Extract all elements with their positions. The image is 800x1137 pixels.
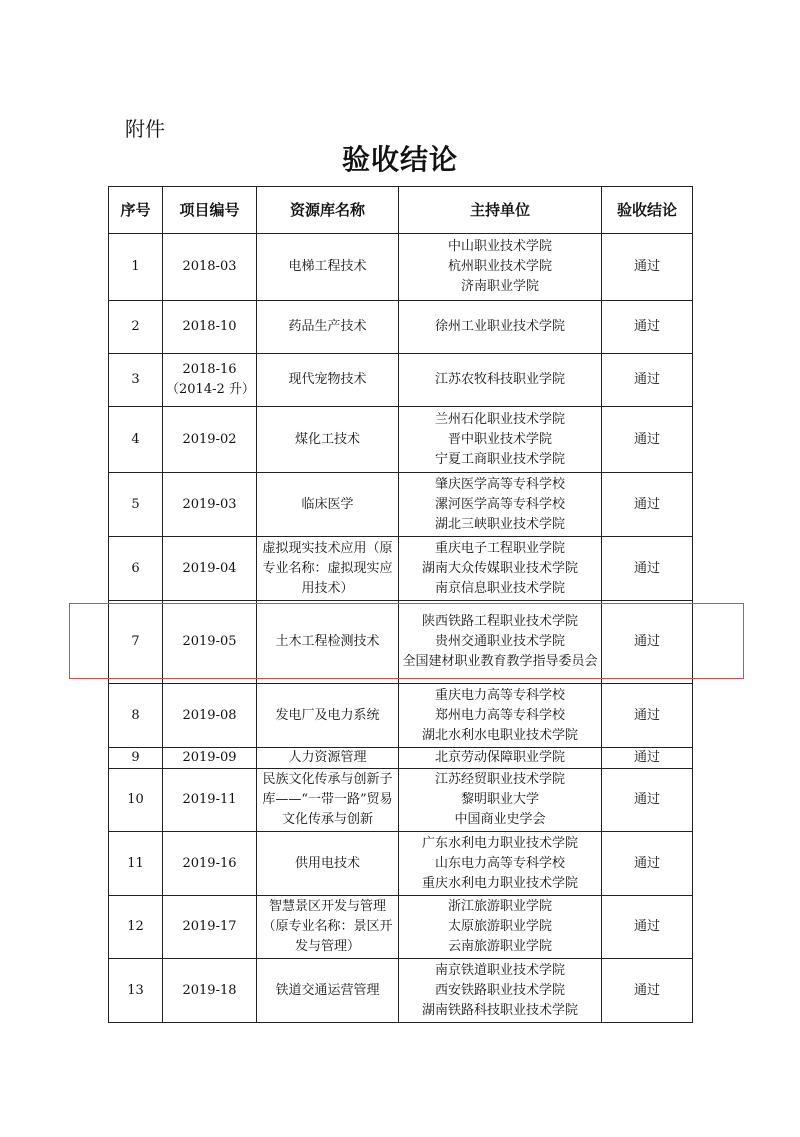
- table-row: [109, 354, 693, 407]
- host-unit: 江苏农牧科技职业学院: [434, 372, 565, 387]
- resource-name-text: 煤化工技术: [294, 431, 360, 447]
- resource-name-text: 电梯工程技术: [288, 259, 367, 274]
- host-unit: 太原旅游职业学院: [447, 919, 552, 934]
- row-number: 7: [109, 601, 163, 684]
- column-header-code: 项目编号: [163, 187, 257, 234]
- row-number: 1: [109, 234, 163, 301]
- host-units: [399, 301, 602, 354]
- resource-name-text: 临床医学: [301, 496, 354, 512]
- host-units: [399, 473, 602, 537]
- resource-name-text: 智慧景区开发与管理（原专业名称：景区开发与管理）: [262, 899, 393, 954]
- host-units: [399, 684, 602, 748]
- column-header-result: 验收结论: [602, 187, 693, 234]
- host-unit: 重庆电子工程职业学院: [434, 540, 565, 556]
- project-code-line: 2019-03: [182, 496, 237, 512]
- resource-name: [257, 748, 399, 769]
- host-unit: 兰州石化职业技术学院: [434, 411, 565, 427]
- host-units: [399, 769, 602, 832]
- project-code-line: 2019-02: [182, 431, 237, 447]
- resource-name: [257, 684, 399, 748]
- host-units: [399, 537, 602, 601]
- resource-name-text: 药品生产技术: [288, 319, 367, 334]
- row-number: 5: [109, 473, 163, 537]
- attachment-label: 附件: [125, 117, 165, 141]
- project-code-line: 2019-08: [182, 707, 237, 723]
- host-unit: 重庆水利电力职业技术学院: [421, 875, 578, 891]
- row-number: 6: [109, 537, 163, 601]
- resource-name-text: 虚拟现实技术应用（原专业名称：虚拟现实应用技术）: [262, 540, 393, 596]
- table-row: [109, 832, 693, 896]
- host-units: [399, 601, 602, 684]
- table-row: [109, 748, 693, 769]
- table-row: [109, 601, 693, 684]
- table-row: [109, 896, 693, 959]
- host-unit: 贵州交通职业技术学院: [434, 634, 565, 649]
- project-code-line: 2018-03: [182, 259, 237, 274]
- project-code: [163, 769, 257, 832]
- resource-name: [257, 959, 399, 1023]
- resource-name-text: 人力资源管理: [288, 750, 367, 765]
- resource-name-text: 铁道交通运营管理: [275, 982, 380, 998]
- host-unit: 云南旅游职业学院: [447, 939, 552, 954]
- column-header-hosts: 主持单位: [399, 187, 602, 234]
- table-row: [109, 234, 693, 301]
- row-number: 2: [109, 301, 163, 354]
- host-units: [399, 234, 602, 301]
- table-row: [109, 537, 693, 601]
- host-units: [399, 748, 602, 769]
- project-code: [163, 537, 257, 601]
- project-code: [163, 234, 257, 301]
- acceptance-result: 通过: [602, 354, 693, 407]
- host-unit: 漯河医学高等专科学校: [434, 496, 565, 512]
- table-row: [109, 407, 693, 473]
- host-unit: 湖南大众传媒职业技术学院: [421, 560, 578, 576]
- row-number: 13: [109, 959, 163, 1023]
- project-code-line: 2019-04: [182, 560, 237, 576]
- host-units: [399, 896, 602, 959]
- project-code: [163, 684, 257, 748]
- host-units: [399, 354, 602, 407]
- host-unit: 山东电力高等专科学校: [434, 855, 565, 871]
- host-unit: 北京劳动保障职业学院: [434, 750, 565, 765]
- resource-name: [257, 234, 399, 301]
- project-code-line: 2019-16: [182, 855, 237, 871]
- row-number: 11: [109, 832, 163, 896]
- acceptance-result: 通过: [602, 301, 693, 354]
- resource-name: [257, 832, 399, 896]
- project-code-line: 2018-10: [182, 319, 237, 334]
- host-unit: 晋中职业技术学院: [447, 431, 552, 447]
- project-code-line: 2019-18: [182, 982, 237, 998]
- host-unit: 南京信息职业技术学院: [434, 580, 565, 596]
- host-unit: 中山职业技术学院: [447, 239, 552, 254]
- resource-name-text: 土木工程检测技术: [275, 634, 380, 649]
- project-code-line: 2019-17: [182, 919, 237, 934]
- resource-name: [257, 407, 399, 473]
- host-unit: 西安铁路职业技术学院: [434, 982, 565, 998]
- acceptance-result: 通过: [602, 748, 693, 769]
- host-unit: 浙江旅游职业学院: [447, 899, 552, 914]
- project-code: [163, 407, 257, 473]
- host-unit: 全国建材职业教育教学指导委员会: [402, 654, 598, 669]
- host-unit: 肇庆医学高等专科学校: [434, 476, 565, 492]
- host-unit: 湖北三峡职业技术学院: [434, 516, 565, 532]
- project-code-line: 2019-11: [182, 792, 237, 807]
- table-row: [109, 959, 693, 1023]
- host-unit: 湖北水利水电职业技术学院: [421, 727, 578, 743]
- acceptance-table: [108, 186, 693, 1023]
- project-code: [163, 301, 257, 354]
- host-unit: 宁夏工商职业技术学院: [434, 451, 565, 467]
- resource-name: [257, 301, 399, 354]
- host-units: [399, 832, 602, 896]
- host-unit: 广东水利电力职业技术学院: [421, 835, 578, 851]
- project-code-line: 2019-09: [182, 750, 237, 765]
- acceptance-result: 通过: [602, 896, 693, 959]
- acceptance-result: 通过: [602, 769, 693, 832]
- resource-name-text: 民族文化传承与创新子库——“一带一路”贸易文化传承与创新: [262, 772, 393, 827]
- table-row: [109, 684, 693, 748]
- project-code-line: 2018-16: [182, 362, 237, 377]
- table-row: [109, 473, 693, 537]
- host-unit: 徐州工业职业技术学院: [434, 319, 565, 334]
- resource-name: [257, 354, 399, 407]
- project-code: [163, 473, 257, 537]
- host-unit: 湖南铁路科技职业技术学院: [421, 1002, 578, 1018]
- table-row: [109, 769, 693, 832]
- project-code-line: （2014-2 升）: [166, 382, 255, 397]
- host-unit: 黎明职业大学: [460, 792, 539, 807]
- row-number: 8: [109, 684, 163, 748]
- row-number: 10: [109, 769, 163, 832]
- row-number: 12: [109, 896, 163, 959]
- resource-name: [257, 601, 399, 684]
- resource-name-text: 供用电技术: [294, 855, 360, 871]
- resource-name: [257, 537, 399, 601]
- column-header-name: 资源库名称: [257, 187, 399, 234]
- project-code: [163, 354, 257, 407]
- project-code: [163, 896, 257, 959]
- resource-name: [257, 769, 399, 832]
- row-number: 9: [109, 748, 163, 769]
- resource-name: [257, 473, 399, 537]
- table-row: [109, 301, 693, 354]
- resource-name-text: 发电厂及电力系统: [275, 707, 380, 723]
- resource-name: [257, 896, 399, 959]
- acceptance-result: 通过: [602, 959, 693, 1023]
- row-number: 4: [109, 407, 163, 473]
- acceptance-result: 通过: [602, 832, 693, 896]
- project-code: [163, 601, 257, 684]
- host-units: [399, 407, 602, 473]
- host-unit: 济南职业学院: [460, 279, 539, 294]
- acceptance-result: 通过: [602, 407, 693, 473]
- row-number: 3: [109, 354, 163, 407]
- column-header-no: 序号: [109, 187, 163, 234]
- host-unit: 中国商业史学会: [454, 812, 546, 827]
- host-unit: 郑州电力高等专科学校: [434, 707, 565, 723]
- acceptance-result: 通过: [602, 684, 693, 748]
- host-unit: 南京铁道职业技术学院: [434, 962, 565, 978]
- acceptance-result: 通过: [602, 234, 693, 301]
- host-unit: 陕西铁路工程职业技术学院: [421, 614, 578, 629]
- host-units: [399, 959, 602, 1023]
- project-code: [163, 959, 257, 1023]
- project-code: [163, 832, 257, 896]
- host-unit: 重庆电力高等专科学校: [434, 687, 565, 703]
- table-header-row: [109, 187, 693, 234]
- acceptance-result: 通过: [602, 537, 693, 601]
- resource-name-text: 现代宠物技术: [288, 372, 367, 387]
- acceptance-result: 通过: [602, 473, 693, 537]
- document-title: 验收结论: [341, 143, 458, 176]
- acceptance-result: 通过: [602, 601, 693, 684]
- project-code: [163, 748, 257, 769]
- host-unit: 江苏经贸职业技术学院: [434, 772, 565, 787]
- project-code-line: 2019-05: [182, 634, 237, 649]
- host-unit: 杭州职业技术学院: [447, 259, 552, 274]
